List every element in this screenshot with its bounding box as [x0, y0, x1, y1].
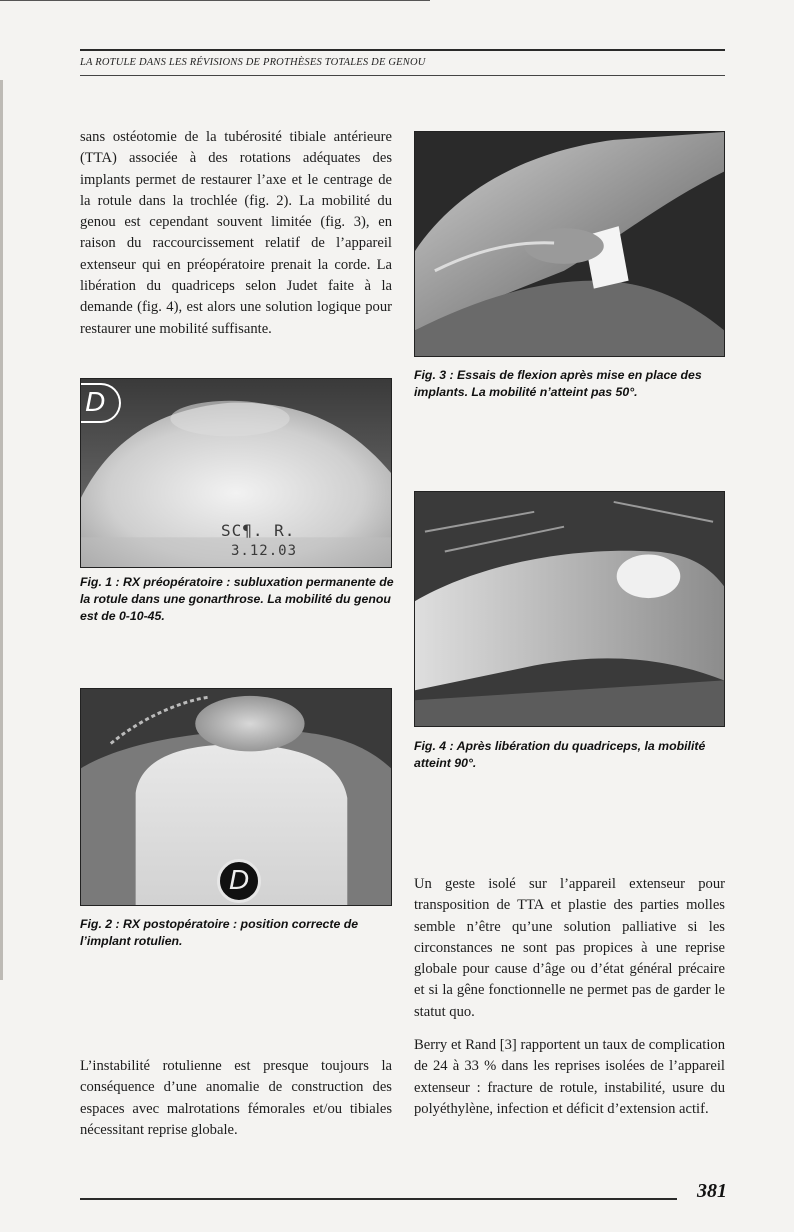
handwritten-label-line2: 3.12.03	[231, 543, 298, 559]
figure-1-caption: Fig. 1 : RX préopératoire : subluxation permanente de la rotule dans une gonarthrose. La mobilité du genou est de 0-10-45.	[80, 575, 394, 623]
top-edge-line	[0, 0, 430, 1]
body-paragraph-2: L’instabilité rotulienne est presque toujours la conséquence d’une anomalie de construction des espaces avec malrotations fémorales et/ou tibiales nécessitant reprise globale.	[80, 1058, 392, 1138]
body-paragraph-4: Berry et Rand [3] rapportent un taux de complication de 24 à 33 % dans les reprises isolées de l’appareil extenseur : fracture de rotule, instabilité, usure du polyéthylène, infection et déficit d’extension actif.	[414, 1037, 725, 1117]
figure-1-xray	[80, 378, 392, 568]
scan-edge-shadow	[0, 80, 3, 980]
figure-2-caption: Fig. 2 : RX postopératoire : position correcte de l’implant rotulien.	[80, 917, 359, 948]
figure-3-surgical-photo	[414, 131, 725, 357]
header-rule	[80, 49, 725, 51]
side-marker-d-letter: D	[228, 864, 250, 895]
handwritten-label-line1: SC¶. R.	[221, 521, 296, 540]
body-paragraph-1: sans ostéotomie de la tubérosité tibiale antérieure (TTA) associée à des rotations adéquates des implants permet de restaurer l’axe et le centrage de la rotule dans la trochlée (fig. 2). La mobilité du genou est cependant souvent limitée (fig. 3), en raison du raccourcissement relatif de l’appareil extenseur qui en préopératoire prenait la corde. La libération du quadriceps selon Judet faite à la demande (fig. 4), est alors une solution logique pour restaurer une mobilité suffisante.	[80, 129, 392, 337]
header-rule-thin	[80, 75, 725, 76]
side-marker-d-letter: D	[85, 386, 106, 417]
figure-4-surgical-photo	[414, 491, 725, 727]
figure-2-xray	[80, 688, 392, 906]
page-number: 381	[697, 1180, 727, 1202]
figure-3-caption: Fig. 3 : Essais de flexion après mise en place des implants. La mobilité n’atteint pas 50°.	[414, 368, 702, 399]
running-head: LA ROTULE DANS LES RÉVISIONS DE PROTHÈSES TOTALES DE GENOU	[80, 57, 426, 68]
figure-4-caption: Fig. 4 : Après libération du quadriceps, la mobilité atteint 90°.	[414, 739, 706, 770]
footer-rule	[80, 1198, 677, 1200]
body-paragraph-3: Un geste isolé sur l’appareil extenseur pour transposition de TTA et plastie des parties molles semble n’être qu’une solution palliative si les circonstances ne sont pas propices à une reprise globale pour cause d’âge ou d’état général précaire et si la gêne fonctionnelle ne permet pas de garder le statut quo.	[414, 876, 725, 1020]
